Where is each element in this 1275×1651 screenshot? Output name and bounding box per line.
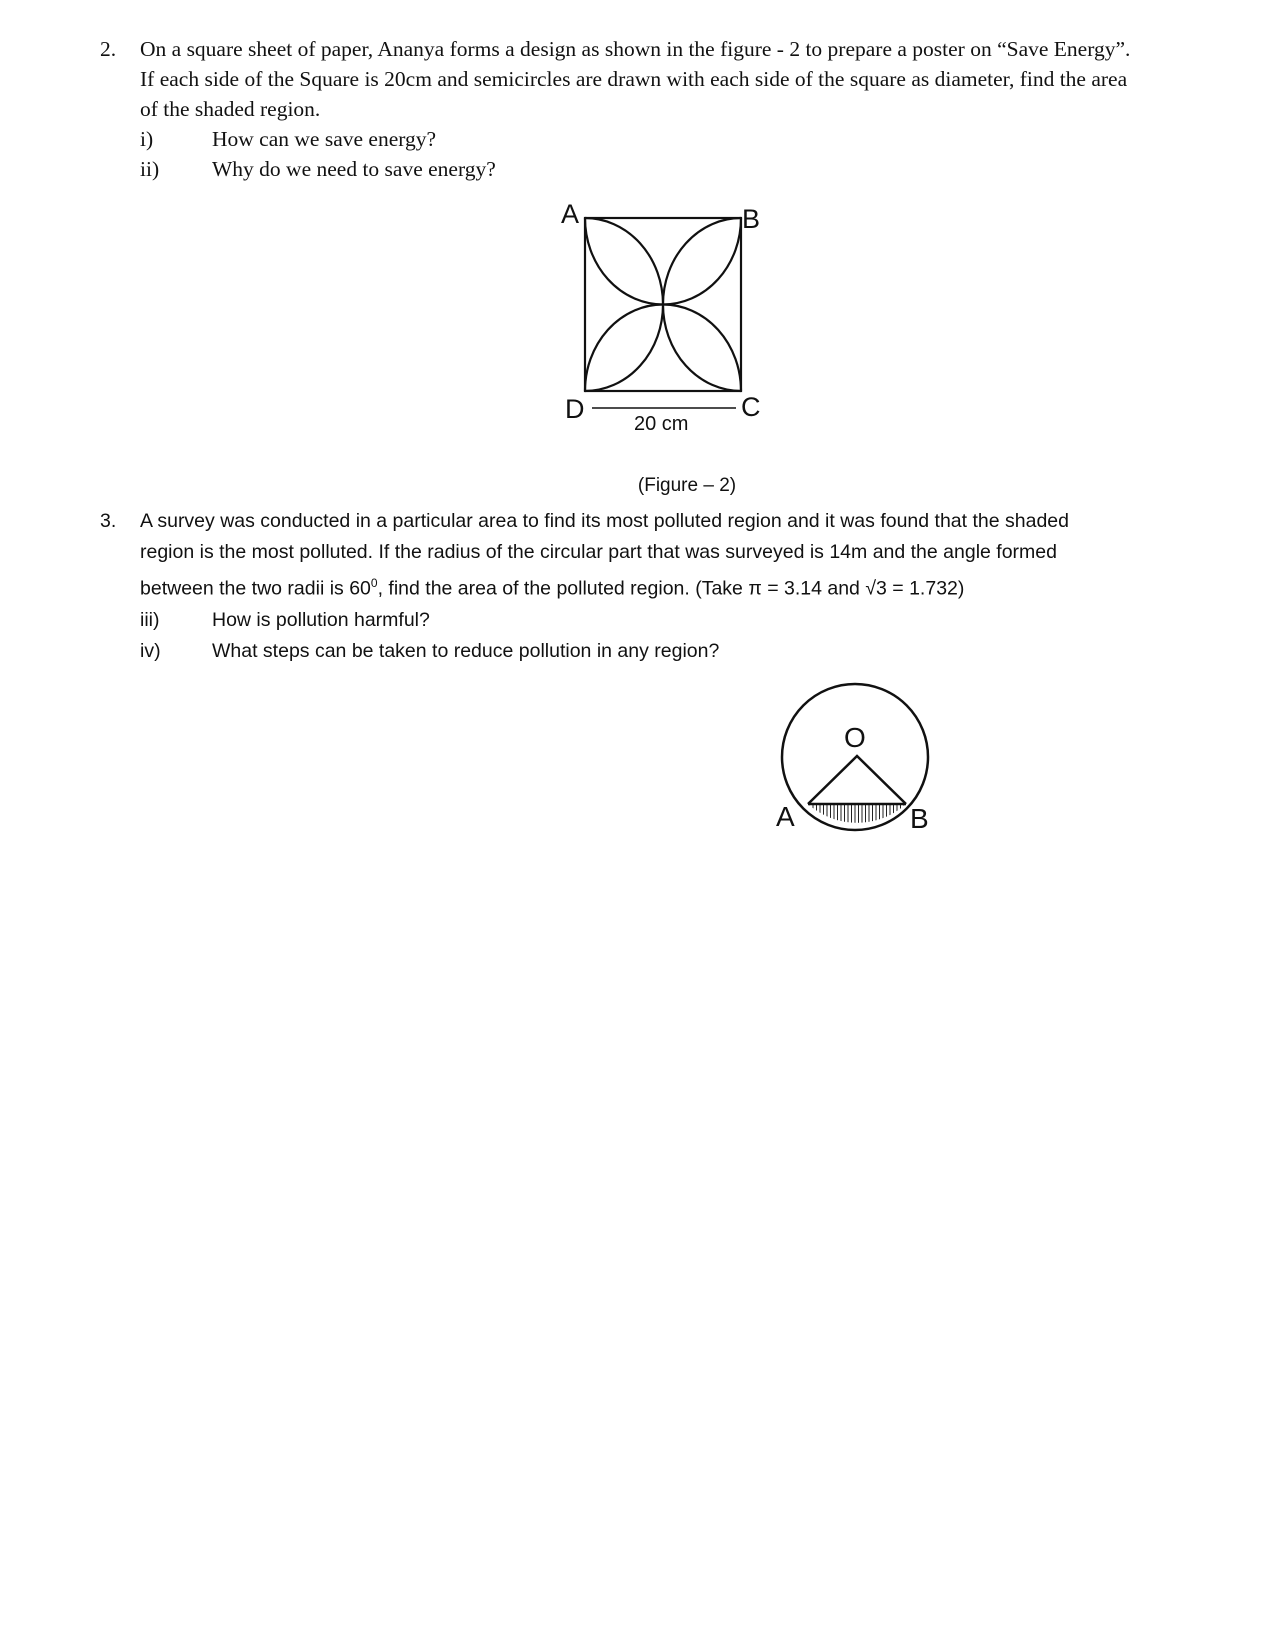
question-text-line: On a square sheet of paper, Ananya forms a design as shown in the figure - 2 to prepare a poster on “Save Energy”. [140,37,1131,61]
question-text-line: If each side of the Square is 20cm and semicircles are drawn with each side of the square as diameter, find the area [140,67,1128,91]
vertex-label-c: C [741,392,761,422]
figure-2-caption: (Figure – 2) [637,475,737,496]
point-label-b: B [910,803,929,834]
question-text-line: of the shaded region. [140,97,321,121]
question-text-line: between the two radii is $60^0$, find the area of the polluted region. (Take π = 3.14 and √3 = 1.732) [140,576,965,600]
subquestion-number: iv) [140,639,161,662]
question-number: 2. [100,37,117,61]
vertex-label-d: D [565,394,585,424]
subquestion-number: ii) [140,157,160,181]
dimension-label: 20 cm [634,413,689,435]
subquestion-text: Why do we need to save energy? [212,157,496,181]
subquestion-text: What steps can be taken to reduce pollution in any region? [212,639,720,662]
vertex-label-a: A [561,199,580,229]
radii [808,756,906,804]
question-number: 3. [100,510,117,532]
center-label-o: O [844,722,866,753]
question-text-line: region is the most polluted. If the radius of the circular part that was surveyed is 14m and the angle formed [140,541,1057,563]
subquestion-text: How is pollution harmful? [212,608,430,631]
subquestion-number: i) [140,127,154,151]
subquestion-number: iii) [140,608,160,631]
subquestion-text: How can we save energy? [212,127,437,151]
point-label-a: A [776,801,795,832]
vertex-label-b: B [742,204,761,234]
question-text-line: A survey was conducted in a particular area to find its most polluted region and it was found that the shaded [140,510,1069,532]
